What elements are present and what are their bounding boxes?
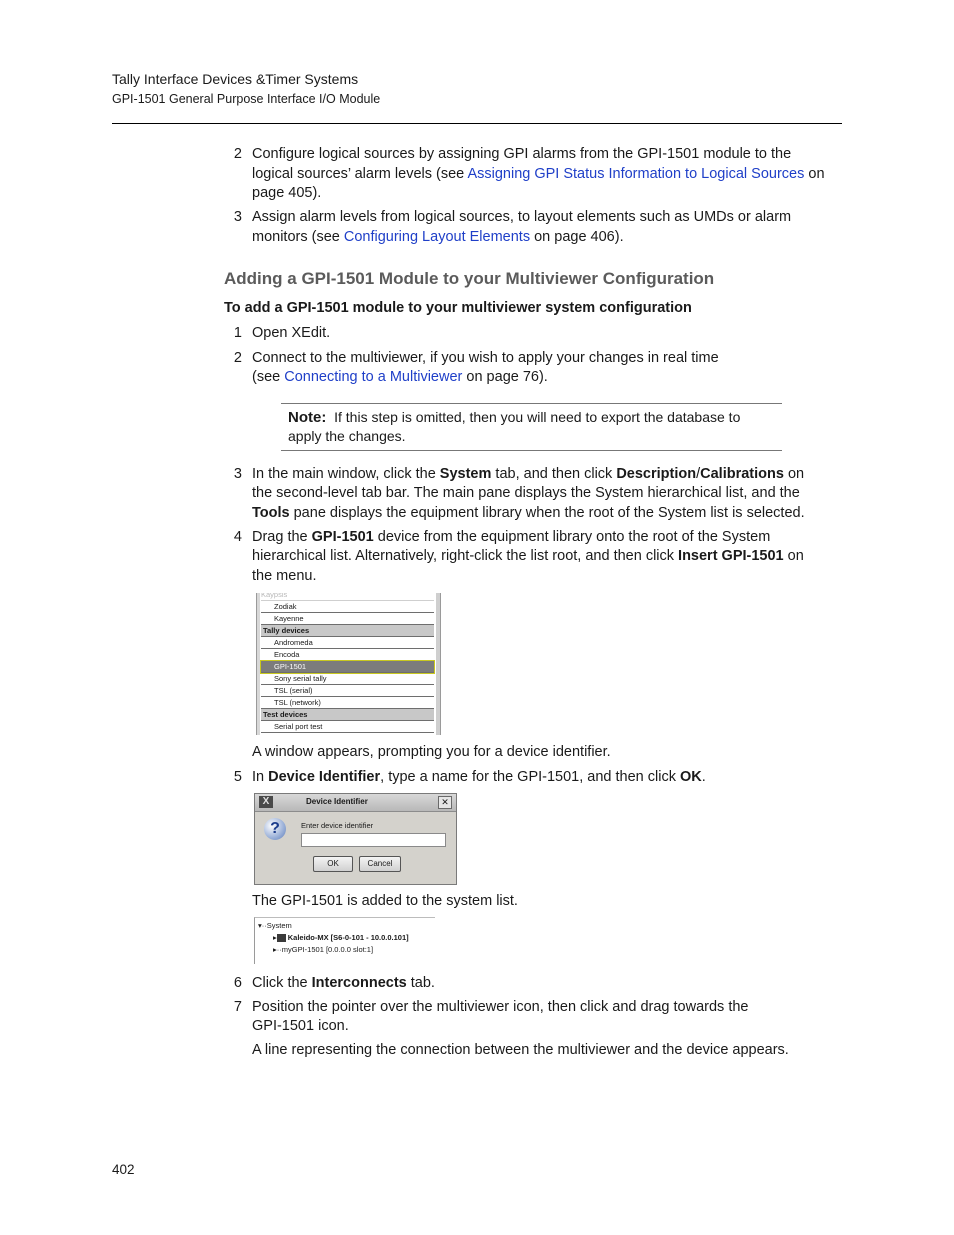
step-text: GPI-1501 icon. <box>252 1018 349 1034</box>
dialog-titlebar[interactable] <box>255 794 456 812</box>
library-group-header: Test devices <box>261 709 434 721</box>
multiviewer-icon <box>277 934 286 942</box>
tree-node-multiviewer[interactable]: ▸ Kaleido-MX [S6-0-101 - 10.0.0.101] <box>273 933 409 942</box>
library-item[interactable]: Kaypsis <box>261 593 434 601</box>
result-text: A window appears, prompting you for a device identifier. <box>252 744 611 760</box>
cancel-button[interactable]: Cancel <box>359 856 401 872</box>
note-label: Note: <box>288 409 327 426</box>
step-text: Assign alarm levels from logical sources, to layout elements such as UMDs or alarm <box>252 209 792 225</box>
xref-link[interactable]: Connecting to a Multiviewer <box>284 369 463 385</box>
note-box <box>281 403 782 451</box>
library-item[interactable]: TSL (network) <box>261 697 434 709</box>
library-item[interactable]: Andromeda <box>261 637 434 649</box>
step-number: 4 <box>233 529 242 545</box>
library-item-selected[interactable]: GPI-1501 <box>261 661 434 673</box>
step-text: logical sources’ alarm levels (see Assigning GPI Status Information to Logical Sources on <box>252 166 825 182</box>
equipment-library-screenshot <box>256 593 441 735</box>
tree-node-gpi[interactable]: ▸··myGPI-1501 [0.0.0.0 slot:1] <box>273 945 374 954</box>
step-text: In the main window, click the System tab, and then click Description/Calibrations on <box>252 466 805 482</box>
tree-root[interactable]: ▾··System <box>258 921 292 930</box>
xedit-app-icon: X <box>259 796 273 808</box>
running-header-title: Tally Interface Devices &Timer Systems <box>112 71 359 87</box>
collapse-arrow-icon[interactable]: ▸ <box>273 945 277 954</box>
procedure-heading: To add a GPI-1501 module to your multiviewer system configuration <box>224 300 692 316</box>
library-item[interactable]: Serial port test <box>261 721 434 733</box>
step-number: 1 <box>233 325 242 341</box>
step-text: Click the Interconnects tab. <box>252 975 435 991</box>
library-group-header: Tally devices <box>261 625 434 637</box>
page-number: 402 <box>112 1162 135 1177</box>
step-number: 5 <box>233 769 242 785</box>
step-number: 2 <box>233 350 242 366</box>
step-number: 6 <box>233 975 242 991</box>
collapse-arrow-icon[interactable]: ▸ <box>273 933 277 942</box>
question-icon: ? <box>264 818 286 840</box>
step-text: Tools pane displays the equipment library when the root of the System list is selected. <box>252 505 805 521</box>
step-number: 7 <box>233 999 242 1015</box>
step-text: the second-level tab bar. The main pane displays the System hierarchical list, and the <box>252 485 800 501</box>
section-heading: Adding a GPI-1501 Module to your Multiviewer Configuration <box>224 269 715 288</box>
device-identifier-input[interactable] <box>301 833 446 847</box>
step-text: Configure logical sources by assigning GPI alarms from the GPI-1501 module to the <box>252 146 792 162</box>
running-header-section: GPI-1501 General Purpose Interface I/O Module <box>112 92 381 106</box>
step-number: 3 <box>233 209 242 225</box>
step-text: Open XEdit. <box>252 325 331 341</box>
list-scrollbar[interactable] <box>257 593 260 735</box>
step-number: 2 <box>233 146 242 162</box>
result-text: The GPI-1501 is added to the system list. <box>252 893 518 909</box>
step-text: the menu. <box>252 568 317 584</box>
xref-link[interactable]: Assigning GPI Status Information to Logical Sources <box>467 166 805 182</box>
note-text: Note: If this step is omitted, then you will need to export the database to apply the changes. <box>288 409 741 444</box>
library-item[interactable]: Sony serial tally <box>261 673 434 685</box>
close-icon[interactable]: ✕ <box>438 796 452 809</box>
system-tree-screenshot <box>254 917 435 964</box>
step-text: page 405). <box>252 185 322 201</box>
result-text: A line representing the connection between the multiviewer and the device appears. <box>252 1042 789 1058</box>
device-identifier-dialog <box>254 793 457 885</box>
xref-link[interactable]: Configuring Layout Elements <box>343 229 531 245</box>
step-text: Drag the GPI-1501 device from the equipment library onto the root of the System <box>252 529 771 545</box>
step-text: Connect to the multiviewer, if you wish to apply your changes in real time <box>252 350 719 366</box>
library-item[interactable]: Zodiak <box>261 601 434 613</box>
ok-button[interactable]: OK <box>313 856 353 872</box>
dialog-title: Device Identifier <box>306 797 368 806</box>
library-item[interactable]: Encoda <box>261 649 434 661</box>
step-text: monitors (see Configuring Layout Elements on page 406). <box>252 229 624 245</box>
expand-icon[interactable]: ▾ <box>258 921 262 930</box>
library-item[interactable]: TSL (serial) <box>261 685 434 697</box>
step-number: 3 <box>233 466 242 482</box>
list-edge <box>436 593 440 735</box>
header-divider <box>112 123 842 124</box>
step-text: Position the pointer over the multiviewer icon, then click and drag towards the <box>252 999 749 1015</box>
step-text: hierarchical list. Alternatively, right-click the list root, and then click Insert GPI-1501 on <box>252 548 804 564</box>
step-text: In Device Identifier, type a name for the GPI-1501, and then click OK. <box>252 769 706 785</box>
dialog-prompt: Enter device identifier <box>301 821 374 830</box>
step-text: (see Connecting to a Multiviewer on page 76). <box>252 369 548 385</box>
library-item[interactable]: Kayenne <box>261 613 434 625</box>
